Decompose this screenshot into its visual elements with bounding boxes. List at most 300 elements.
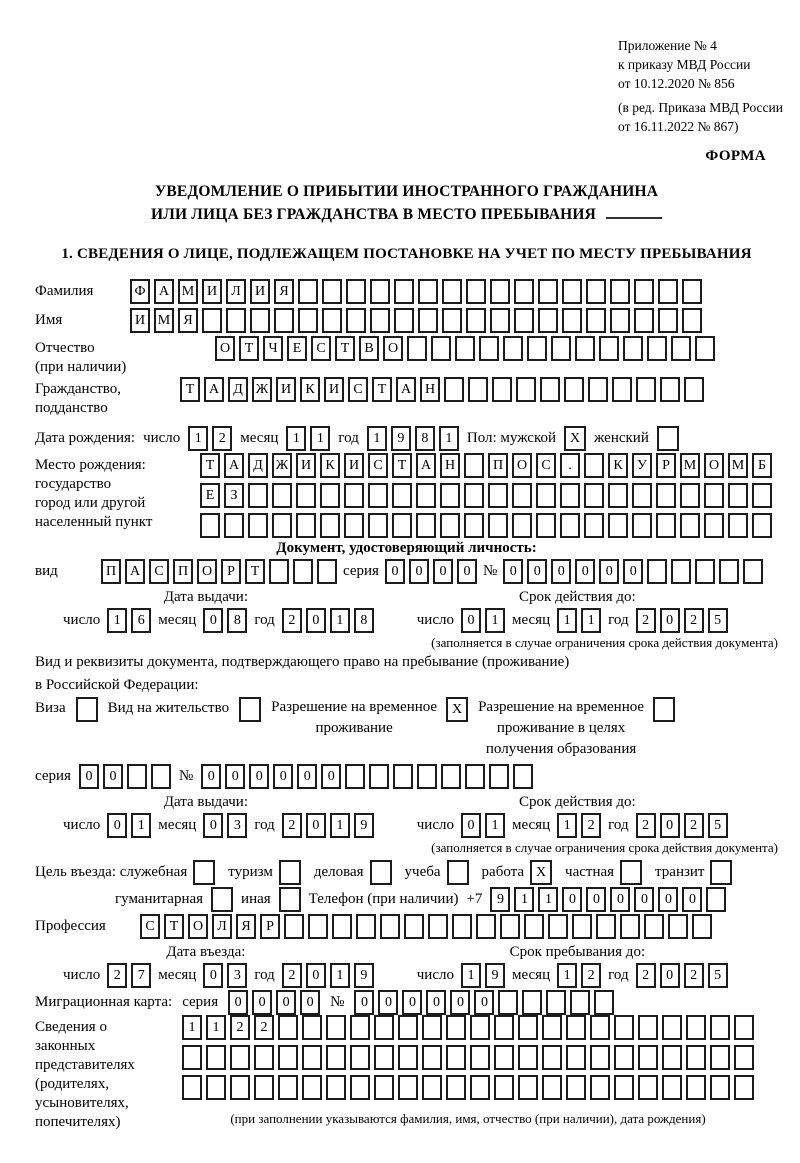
- form-cell[interactable]: 0: [634, 887, 654, 912]
- form-cell[interactable]: [614, 1075, 634, 1100]
- form-cell[interactable]: 0: [203, 963, 223, 988]
- form-cell[interactable]: Л: [226, 279, 246, 304]
- form-cell[interactable]: 0: [306, 813, 326, 838]
- form-cell[interactable]: [710, 1045, 730, 1070]
- form-cell[interactable]: [586, 279, 606, 304]
- form-cell[interactable]: [466, 279, 486, 304]
- male-checkbox[interactable]: X: [564, 426, 586, 451]
- form-cell[interactable]: [442, 308, 462, 333]
- form-cell[interactable]: 1: [330, 813, 350, 838]
- form-cell[interactable]: 1: [107, 608, 127, 633]
- form-cell[interactable]: 2: [684, 608, 704, 633]
- form-cell[interactable]: 1: [485, 608, 505, 633]
- form-cell[interactable]: [706, 887, 726, 912]
- form-cell[interactable]: 0: [457, 559, 477, 584]
- form-cell[interactable]: [200, 513, 220, 538]
- form-cell[interactable]: 5: [708, 963, 728, 988]
- form-cell[interactable]: [542, 1015, 562, 1040]
- form-cell[interactable]: [392, 483, 412, 508]
- form-cell[interactable]: [647, 559, 667, 584]
- form-cell[interactable]: 2: [282, 813, 302, 838]
- form-cell[interactable]: [644, 914, 664, 939]
- form-cell[interactable]: [728, 483, 748, 508]
- form-cell[interactable]: 0: [225, 764, 245, 789]
- form-cell[interactable]: 1: [557, 608, 577, 633]
- form-cell[interactable]: М: [680, 453, 700, 478]
- form-cell[interactable]: [345, 764, 365, 789]
- form-cell[interactable]: М: [154, 308, 174, 333]
- form-cell[interactable]: [407, 336, 427, 361]
- form-cell[interactable]: [586, 308, 606, 333]
- form-cell[interactable]: 1: [538, 887, 558, 912]
- form-cell[interactable]: [284, 914, 304, 939]
- form-cell[interactable]: [476, 914, 496, 939]
- form-cell[interactable]: 0: [660, 608, 680, 633]
- form-cell[interactable]: 8: [415, 426, 435, 451]
- form-cell[interactable]: 0: [228, 990, 248, 1015]
- form-cell[interactable]: 1: [485, 813, 505, 838]
- form-cell[interactable]: [356, 914, 376, 939]
- form-cell[interactable]: 1: [131, 813, 151, 838]
- form-cell[interactable]: [422, 1045, 442, 1070]
- form-cell[interactable]: 2: [581, 963, 601, 988]
- form-cell[interactable]: 0: [107, 813, 127, 838]
- form-cell[interactable]: С: [149, 559, 169, 584]
- form-cell[interactable]: [682, 308, 702, 333]
- form-cell[interactable]: 0: [378, 990, 398, 1015]
- other-checkbox[interactable]: [279, 887, 301, 912]
- form-cell[interactable]: Ж: [252, 377, 272, 402]
- form-cell[interactable]: [278, 1015, 298, 1040]
- form-cell[interactable]: О: [512, 453, 532, 478]
- form-cell[interactable]: [734, 1015, 754, 1040]
- form-cell[interactable]: [380, 914, 400, 939]
- form-cell[interactable]: 0: [79, 764, 99, 789]
- form-cell[interactable]: [470, 1045, 490, 1070]
- form-cell[interactable]: [444, 377, 464, 402]
- form-cell[interactable]: [610, 279, 630, 304]
- form-cell[interactable]: 6: [131, 608, 151, 633]
- work-checkbox[interactable]: X: [530, 860, 552, 885]
- form-cell[interactable]: [623, 336, 643, 361]
- form-cell[interactable]: [564, 377, 584, 402]
- form-cell[interactable]: 0: [409, 559, 429, 584]
- form-cell[interactable]: С: [311, 336, 331, 361]
- form-cell[interactable]: 2: [684, 963, 704, 988]
- form-cell[interactable]: [686, 1045, 706, 1070]
- form-cell[interactable]: 1: [310, 426, 330, 451]
- form-cell[interactable]: 0: [575, 559, 595, 584]
- form-cell[interactable]: [566, 1015, 586, 1040]
- form-cell[interactable]: [151, 764, 171, 789]
- form-cell[interactable]: [538, 279, 558, 304]
- form-cell[interactable]: [752, 513, 772, 538]
- form-cell[interactable]: [638, 1015, 658, 1040]
- form-cell[interactable]: [346, 279, 366, 304]
- form-cell[interactable]: 1: [206, 1015, 226, 1040]
- form-cell[interactable]: С: [348, 377, 368, 402]
- private-checkbox[interactable]: [620, 860, 642, 885]
- form-cell[interactable]: [296, 483, 316, 508]
- form-cell[interactable]: [514, 308, 534, 333]
- form-cell[interactable]: Т: [239, 336, 259, 361]
- form-cell[interactable]: [692, 914, 712, 939]
- form-cell[interactable]: 0: [249, 764, 269, 789]
- form-cell[interactable]: [494, 1015, 514, 1040]
- form-cell[interactable]: [590, 1015, 610, 1040]
- form-cell[interactable]: Л: [212, 914, 232, 939]
- form-cell[interactable]: 2: [636, 813, 656, 838]
- form-cell[interactable]: Т: [335, 336, 355, 361]
- form-cell[interactable]: [710, 1075, 730, 1100]
- form-cell[interactable]: [551, 336, 571, 361]
- form-cell[interactable]: [464, 513, 484, 538]
- form-cell[interactable]: [518, 1075, 538, 1100]
- temp-residence-checkbox[interactable]: X: [446, 697, 468, 722]
- form-cell[interactable]: [350, 1015, 370, 1040]
- form-cell[interactable]: [514, 279, 534, 304]
- form-cell[interactable]: [668, 914, 688, 939]
- form-cell[interactable]: [719, 559, 739, 584]
- form-cell[interactable]: А: [204, 377, 224, 402]
- form-cell[interactable]: И: [130, 308, 150, 333]
- form-cell[interactable]: 0: [297, 764, 317, 789]
- form-cell[interactable]: О: [197, 559, 217, 584]
- form-cell[interactable]: 1: [439, 426, 459, 451]
- form-cell[interactable]: [680, 483, 700, 508]
- form-cell[interactable]: 2: [282, 963, 302, 988]
- form-cell[interactable]: [494, 1045, 514, 1070]
- form-cell[interactable]: [250, 308, 270, 333]
- form-cell[interactable]: Н: [420, 377, 440, 402]
- form-cell[interactable]: [512, 513, 532, 538]
- form-cell[interactable]: И: [250, 279, 270, 304]
- form-cell[interactable]: 0: [203, 608, 223, 633]
- form-cell[interactable]: С: [536, 453, 556, 478]
- form-cell[interactable]: П: [488, 453, 508, 478]
- form-cell[interactable]: А: [416, 453, 436, 478]
- form-cell[interactable]: [518, 1045, 538, 1070]
- form-cell[interactable]: [638, 1045, 658, 1070]
- form-cell[interactable]: [498, 990, 518, 1015]
- form-cell[interactable]: [575, 336, 595, 361]
- form-cell[interactable]: [656, 513, 676, 538]
- form-cell[interactable]: Р: [656, 453, 676, 478]
- form-cell[interactable]: [206, 1075, 226, 1100]
- form-cell[interactable]: 7: [131, 963, 151, 988]
- form-cell[interactable]: 5: [708, 608, 728, 633]
- form-cell[interactable]: 0: [276, 990, 296, 1015]
- form-cell[interactable]: [182, 1075, 202, 1100]
- form-cell[interactable]: [680, 513, 700, 538]
- form-cell[interactable]: [695, 336, 715, 361]
- form-cell[interactable]: [614, 1015, 634, 1040]
- form-cell[interactable]: [704, 483, 724, 508]
- form-cell[interactable]: 0: [682, 887, 702, 912]
- form-cell[interactable]: 0: [660, 813, 680, 838]
- form-cell[interactable]: [254, 1045, 274, 1070]
- form-cell[interactable]: И: [324, 377, 344, 402]
- form-cell[interactable]: [320, 513, 340, 538]
- form-cell[interactable]: 9: [391, 426, 411, 451]
- form-cell[interactable]: [317, 559, 337, 584]
- form-cell[interactable]: [398, 1015, 418, 1040]
- form-cell[interactable]: [374, 1075, 394, 1100]
- form-cell[interactable]: [686, 1015, 706, 1040]
- form-cell[interactable]: 0: [450, 990, 470, 1015]
- form-cell[interactable]: [368, 483, 388, 508]
- form-cell[interactable]: [671, 559, 691, 584]
- form-cell[interactable]: М: [728, 453, 748, 478]
- form-cell[interactable]: [269, 559, 289, 584]
- form-cell[interactable]: 3: [227, 813, 247, 838]
- form-cell[interactable]: 9: [485, 963, 505, 988]
- form-cell[interactable]: 0: [433, 559, 453, 584]
- form-cell[interactable]: 1: [286, 426, 306, 451]
- form-cell[interactable]: [662, 1075, 682, 1100]
- form-cell[interactable]: Е: [287, 336, 307, 361]
- form-cell[interactable]: [464, 453, 484, 478]
- form-cell[interactable]: [500, 914, 520, 939]
- form-cell[interactable]: [394, 308, 414, 333]
- form-cell[interactable]: [590, 1075, 610, 1100]
- form-cell[interactable]: 0: [623, 559, 643, 584]
- form-cell[interactable]: [350, 1075, 370, 1100]
- form-cell[interactable]: [248, 483, 268, 508]
- form-cell[interactable]: 0: [551, 559, 571, 584]
- form-cell[interactable]: 2: [254, 1015, 274, 1040]
- form-cell[interactable]: 2: [230, 1015, 250, 1040]
- form-cell[interactable]: [416, 513, 436, 538]
- form-cell[interactable]: [230, 1075, 250, 1100]
- form-cell[interactable]: [326, 1075, 346, 1100]
- form-cell[interactable]: 2: [212, 426, 232, 451]
- form-cell[interactable]: [536, 483, 556, 508]
- form-cell[interactable]: О: [383, 336, 403, 361]
- official-checkbox[interactable]: [193, 860, 215, 885]
- form-cell[interactable]: 0: [300, 990, 320, 1015]
- form-cell[interactable]: [272, 483, 292, 508]
- form-cell[interactable]: Ч: [263, 336, 283, 361]
- form-cell[interactable]: [326, 1045, 346, 1070]
- form-cell[interactable]: О: [188, 914, 208, 939]
- form-cell[interactable]: В: [359, 336, 379, 361]
- form-cell[interactable]: [562, 279, 582, 304]
- form-cell[interactable]: [452, 914, 472, 939]
- form-cell[interactable]: 2: [282, 608, 302, 633]
- form-cell[interactable]: .: [560, 453, 580, 478]
- form-cell[interactable]: [620, 914, 640, 939]
- form-cell[interactable]: [298, 279, 318, 304]
- form-cell[interactable]: [584, 453, 604, 478]
- form-cell[interactable]: Р: [260, 914, 280, 939]
- form-cell[interactable]: 9: [354, 813, 374, 838]
- form-cell[interactable]: [344, 513, 364, 538]
- form-cell[interactable]: 0: [306, 608, 326, 633]
- form-cell[interactable]: [584, 483, 604, 508]
- form-cell[interactable]: 3: [227, 963, 247, 988]
- form-cell[interactable]: [540, 377, 560, 402]
- tourism-checkbox[interactable]: [279, 860, 301, 885]
- form-cell[interactable]: [710, 1015, 730, 1040]
- form-cell[interactable]: [584, 513, 604, 538]
- form-cell[interactable]: [322, 308, 342, 333]
- form-cell[interactable]: У: [632, 453, 652, 478]
- form-cell[interactable]: [492, 377, 512, 402]
- form-cell[interactable]: [398, 1045, 418, 1070]
- form-cell[interactable]: Д: [248, 453, 268, 478]
- form-cell[interactable]: Ж: [272, 453, 292, 478]
- form-cell[interactable]: 1: [367, 426, 387, 451]
- form-cell[interactable]: Т: [200, 453, 220, 478]
- form-cell[interactable]: 0: [599, 559, 619, 584]
- form-cell[interactable]: 0: [586, 887, 606, 912]
- form-cell[interactable]: [446, 1045, 466, 1070]
- form-cell[interactable]: С: [368, 453, 388, 478]
- form-cell[interactable]: Н: [440, 453, 460, 478]
- form-cell[interactable]: 0: [321, 764, 341, 789]
- form-cell[interactable]: И: [296, 453, 316, 478]
- form-cell[interactable]: 1: [461, 963, 481, 988]
- form-cell[interactable]: [468, 377, 488, 402]
- residence-permit-checkbox[interactable]: [239, 697, 261, 722]
- form-cell[interactable]: [441, 764, 461, 789]
- form-cell[interactable]: [518, 1015, 538, 1040]
- form-cell[interactable]: 0: [474, 990, 494, 1015]
- form-cell[interactable]: 0: [306, 963, 326, 988]
- form-cell[interactable]: [431, 336, 451, 361]
- form-cell[interactable]: [527, 336, 547, 361]
- form-cell[interactable]: К: [300, 377, 320, 402]
- form-cell[interactable]: [422, 1075, 442, 1100]
- form-cell[interactable]: 1: [557, 963, 577, 988]
- form-cell[interactable]: [494, 1075, 514, 1100]
- form-cell[interactable]: [464, 483, 484, 508]
- form-cell[interactable]: [308, 914, 328, 939]
- form-cell[interactable]: [614, 1045, 634, 1070]
- form-cell[interactable]: 9: [490, 887, 510, 912]
- form-cell[interactable]: П: [101, 559, 121, 584]
- form-cell[interactable]: Е: [200, 483, 220, 508]
- form-cell[interactable]: [542, 1045, 562, 1070]
- form-cell[interactable]: Т: [164, 914, 184, 939]
- form-cell[interactable]: 1: [330, 608, 350, 633]
- form-cell[interactable]: И: [344, 453, 364, 478]
- form-cell[interactable]: [632, 513, 652, 538]
- form-cell[interactable]: Т: [180, 377, 200, 402]
- form-cell[interactable]: [302, 1075, 322, 1100]
- form-cell[interactable]: [446, 1075, 466, 1100]
- form-cell[interactable]: [254, 1075, 274, 1100]
- form-cell[interactable]: [466, 308, 486, 333]
- form-cell[interactable]: [489, 764, 509, 789]
- form-cell[interactable]: 0: [527, 559, 547, 584]
- form-cell[interactable]: [612, 377, 632, 402]
- form-cell[interactable]: [393, 764, 413, 789]
- form-cell[interactable]: [398, 1075, 418, 1100]
- form-cell[interactable]: [608, 483, 628, 508]
- form-cell[interactable]: [608, 513, 628, 538]
- form-cell[interactable]: 8: [354, 608, 374, 633]
- form-cell[interactable]: 5: [708, 813, 728, 838]
- form-cell[interactable]: [440, 483, 460, 508]
- form-cell[interactable]: [202, 308, 222, 333]
- form-cell[interactable]: [442, 279, 462, 304]
- form-cell[interactable]: 0: [203, 813, 223, 838]
- form-cell[interactable]: 0: [562, 887, 582, 912]
- form-cell[interactable]: [516, 377, 536, 402]
- form-cell[interactable]: [370, 308, 390, 333]
- form-cell[interactable]: [488, 513, 508, 538]
- form-cell[interactable]: [632, 483, 652, 508]
- form-cell[interactable]: [206, 1045, 226, 1070]
- form-cell[interactable]: [513, 764, 533, 789]
- form-cell[interactable]: [417, 764, 437, 789]
- form-cell[interactable]: [662, 1045, 682, 1070]
- form-cell[interactable]: [296, 513, 316, 538]
- form-cell[interactable]: [704, 513, 724, 538]
- form-cell[interactable]: [422, 1015, 442, 1040]
- visa-checkbox[interactable]: [76, 697, 98, 722]
- form-cell[interactable]: 1: [188, 426, 208, 451]
- form-cell[interactable]: [182, 1045, 202, 1070]
- form-cell[interactable]: [734, 1075, 754, 1100]
- form-cell[interactable]: [562, 308, 582, 333]
- form-cell[interactable]: [566, 1045, 586, 1070]
- form-cell[interactable]: [682, 279, 702, 304]
- form-cell[interactable]: 1: [330, 963, 350, 988]
- form-cell[interactable]: [660, 377, 680, 402]
- form-cell[interactable]: А: [224, 453, 244, 478]
- form-cell[interactable]: [394, 279, 414, 304]
- form-cell[interactable]: С: [140, 914, 160, 939]
- form-cell[interactable]: [428, 914, 448, 939]
- form-cell[interactable]: [572, 914, 592, 939]
- form-cell[interactable]: [293, 559, 313, 584]
- form-cell[interactable]: [455, 336, 475, 361]
- form-cell[interactable]: [658, 279, 678, 304]
- form-cell[interactable]: [350, 1045, 370, 1070]
- form-cell[interactable]: 0: [426, 990, 446, 1015]
- form-cell[interactable]: [536, 513, 556, 538]
- form-cell[interactable]: [272, 513, 292, 538]
- form-cell[interactable]: 1: [557, 813, 577, 838]
- form-cell[interactable]: 2: [684, 813, 704, 838]
- form-cell[interactable]: [470, 1015, 490, 1040]
- form-cell[interactable]: З: [224, 483, 244, 508]
- form-cell[interactable]: [594, 990, 614, 1015]
- form-cell[interactable]: [560, 513, 580, 538]
- form-cell[interactable]: [465, 764, 485, 789]
- form-cell[interactable]: М: [178, 279, 198, 304]
- form-cell[interactable]: [226, 308, 246, 333]
- form-cell[interactable]: Я: [236, 914, 256, 939]
- form-cell[interactable]: Я: [178, 308, 198, 333]
- form-cell[interactable]: [503, 336, 523, 361]
- form-cell[interactable]: Т: [392, 453, 412, 478]
- form-cell[interactable]: [752, 483, 772, 508]
- form-cell[interactable]: [662, 1015, 682, 1040]
- form-cell[interactable]: А: [125, 559, 145, 584]
- form-cell[interactable]: [522, 990, 542, 1015]
- form-cell[interactable]: [634, 308, 654, 333]
- form-cell[interactable]: [636, 377, 656, 402]
- form-cell[interactable]: [392, 513, 412, 538]
- form-cell[interactable]: [374, 1045, 394, 1070]
- form-cell[interactable]: О: [215, 336, 235, 361]
- form-cell[interactable]: [743, 559, 763, 584]
- form-cell[interactable]: [728, 513, 748, 538]
